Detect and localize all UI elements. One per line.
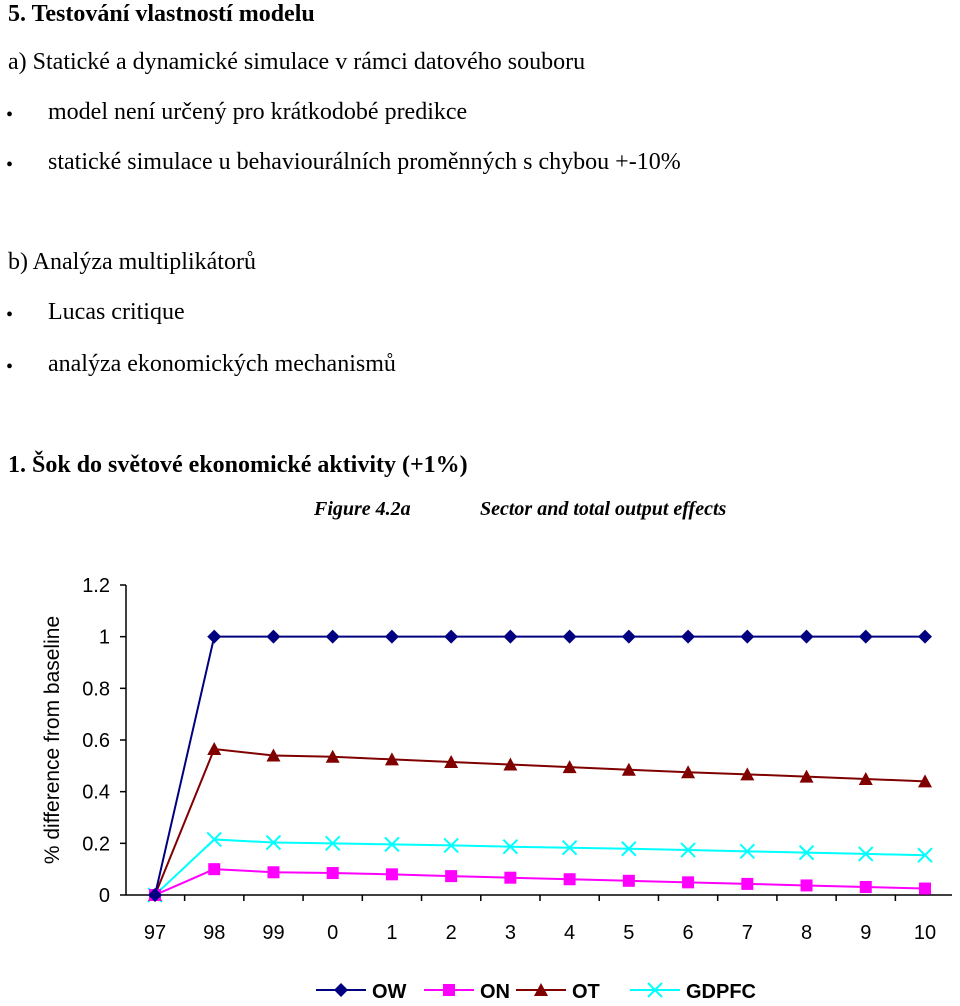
y-tick-label: 0.8	[82, 678, 110, 701]
x-tick-label: 3	[504, 922, 516, 944]
data-point-ow	[385, 630, 399, 644]
y-tick-label: 0	[98, 885, 110, 907]
legend-marker-on	[443, 984, 455, 996]
x-tick-label: 1	[386, 922, 398, 944]
y-tick-label: 0.2	[82, 833, 110, 856]
data-point-ow	[207, 630, 221, 644]
x-tick-label: 99	[262, 922, 285, 944]
y-axis-label: % difference from baseline	[41, 615, 64, 865]
x-tick-label: 98	[203, 922, 226, 944]
legend-label-ow: OW	[372, 981, 407, 1003]
section-a-bullet-2: statické simulace u behaviourálních proměnných s chybou +-10%	[48, 149, 681, 175]
x-tick-label: 7	[741, 922, 753, 944]
line-chart	[0, 560, 960, 1006]
data-point-on	[504, 872, 516, 884]
data-point-ow	[563, 630, 577, 644]
y-tick-label: 1.2	[82, 575, 110, 597]
x-tick-label: 9	[860, 922, 872, 944]
legend-item-on	[424, 981, 510, 1003]
data-point-on	[919, 883, 931, 895]
data-point-ow	[622, 630, 636, 644]
series-ot	[148, 742, 932, 901]
x-tick-label: 8	[800, 922, 813, 944]
data-point-on	[801, 879, 813, 891]
data-point-on	[564, 873, 576, 885]
legend-item-gdpfc	[630, 981, 756, 1003]
section-b-bullet-2: analýza ekonomických mechanismů	[48, 351, 396, 377]
section-b-title: b) Analýza multiplikátorů	[8, 249, 256, 275]
section-a-bullet-1: model není určený pro krátkodobé predikce	[48, 99, 468, 125]
x-tick-label: 97	[143, 922, 167, 944]
legend-item-ot	[516, 981, 600, 1003]
y-tick-label: 1	[98, 626, 110, 649]
series-gdpfc	[148, 832, 932, 902]
data-point-ow	[503, 630, 517, 644]
shock-title: 1. Šok do světové ekonomické aktivity (+1%)	[8, 452, 468, 478]
bullet-icon: •	[6, 154, 14, 176]
y-tick-label: 0.6	[82, 730, 110, 752]
legend-label-gdpfc: GDPFC	[686, 981, 756, 1003]
legend-marker-ow	[334, 983, 348, 997]
page-heading: 5. Testování vlastností modelu	[8, 1, 315, 27]
data-point-ow	[740, 630, 754, 644]
section-b-bullet-1: Lucas critique	[48, 299, 185, 325]
data-point-ow	[444, 630, 458, 644]
data-point-on	[741, 878, 753, 890]
data-point-ow	[266, 630, 280, 644]
data-point-on	[445, 870, 457, 882]
data-point-ow	[326, 630, 340, 644]
bullet-icon: •	[6, 304, 14, 326]
section-a-title: a) Statické a dynamické simulace v rámci datového souboru	[8, 49, 586, 75]
x-tick-label: 0	[327, 922, 339, 944]
data-point-ow	[918, 630, 932, 644]
data-point-on	[327, 867, 339, 879]
data-point-on	[623, 875, 635, 887]
figure-caption: Sector and total output effects	[480, 498, 727, 520]
figure-label: Figure 4.2a	[314, 498, 411, 520]
chart-axes	[82, 575, 952, 944]
data-point-on	[682, 876, 694, 888]
data-point-on	[386, 868, 398, 880]
bullet-icon: •	[6, 104, 14, 126]
chart-series	[148, 630, 932, 902]
chart-legend	[316, 981, 756, 1003]
data-point-ow	[859, 630, 873, 644]
legend-label-ot: OT	[572, 981, 600, 1003]
bullet-icon: •	[6, 356, 14, 378]
data-point-on	[208, 863, 220, 875]
x-tick-label: 4	[564, 922, 576, 944]
data-point-ow	[800, 630, 814, 644]
legend-item-ow	[316, 981, 407, 1003]
x-tick-label: 5	[623, 922, 635, 944]
legend-label-on: ON	[480, 981, 510, 1003]
data-point-ot	[207, 742, 221, 755]
data-point-ow	[681, 630, 695, 644]
data-point-on	[860, 881, 872, 893]
x-tick-label: 2	[445, 922, 457, 944]
y-tick-label: 0.4	[82, 781, 110, 804]
data-point-on	[267, 866, 279, 878]
x-tick-label: 10	[913, 922, 937, 944]
x-tick-label: 6	[682, 922, 694, 944]
